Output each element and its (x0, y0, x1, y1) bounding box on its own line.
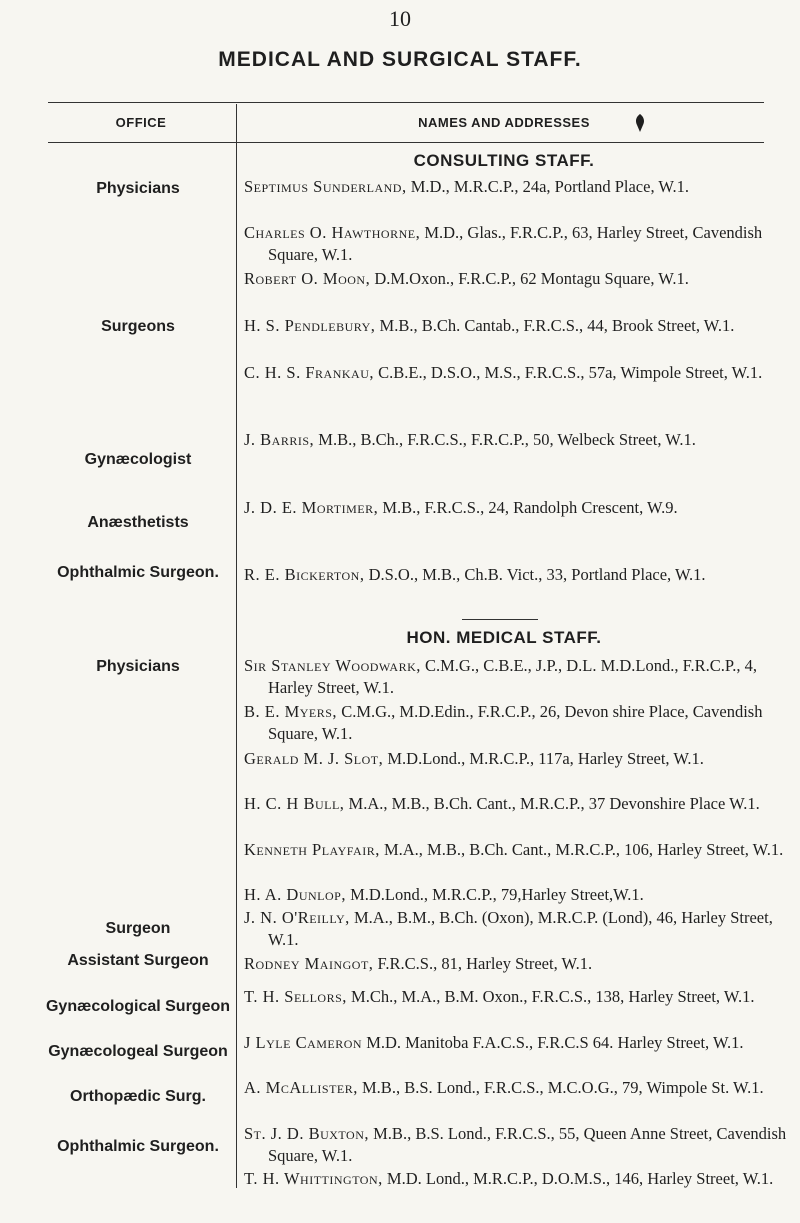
column-divider (236, 104, 237, 1188)
staff-entry (244, 655, 800, 699)
staff-name: T. H. Sellors, (244, 987, 347, 1006)
staff-details: M.A., B.M., B.Ch. (Oxon), M.R.C.P. (Lond), 46, Harley Street, W.1. (268, 908, 773, 949)
staff-details: F.R.C.S., 81, Harley Street, W.1. (373, 954, 593, 973)
staff-name: B. E. Myers, (244, 702, 338, 721)
staff-entry (244, 362, 800, 384)
staff-details: M.D., M.R.C.P., 24a, Portland Place, W.1. (406, 177, 689, 196)
staff-name: H. S. Pendlebury, (244, 316, 376, 335)
staff-name: J. D. E. Mortimer, (244, 498, 379, 517)
consulting-staff-heading: CONSULTING STAFF. (413, 151, 595, 170)
staff-details: M.A., M.B., B.Ch. Cant., M.R.C.P., 106, Harley Street, W.1. (379, 840, 784, 859)
office-label: Physicians (96, 658, 180, 675)
staff-entry (244, 884, 800, 906)
staff-name: H. C. H Bull, (244, 794, 345, 813)
staff-entry (244, 176, 800, 198)
staff-entry (244, 1077, 800, 1099)
staff-name: St. J. D. Buxton, (244, 1124, 370, 1143)
staff-details: M.D.Lond., M.R.C.P., 79,Harley Street,W.1. (345, 885, 644, 904)
hon-medical-staff-heading: HON. MEDICAL STAFF. (406, 628, 602, 647)
staff-entry (244, 315, 800, 337)
staff-name: R. E. Bickerton, (244, 565, 365, 584)
office-label: Gynæcological Surgeon (45, 998, 231, 1015)
staff-name: Kenneth Playfair, (244, 840, 380, 859)
staff-entry (244, 1123, 800, 1167)
staff-details: D.M.Oxon., F.R.C.P., 62 Montagu Square, W.1. (370, 269, 689, 288)
staff-details: M.B., B.Ch. Cantab., F.R.C.S., 44, Brook Street, W.1. (375, 316, 735, 335)
staff-entry (244, 429, 800, 451)
page-number: 10 (389, 6, 411, 31)
staff-details: M.B., B.Ch., F.R.C.S., F.R.C.P., 50, Welbeck Street, W.1. (314, 430, 696, 449)
staff-entry (244, 1168, 800, 1190)
office-label: Assistant Surgeon (67, 952, 209, 969)
staff-details: M.Ch., M.A., B.M. Oxon., F.R.C.S., 138, Harley Street, W.1. (346, 987, 755, 1006)
staff-entry (244, 793, 800, 815)
staff-entry (244, 953, 800, 975)
pointer-icon (633, 113, 647, 133)
staff-entry (244, 907, 800, 951)
staff-entry (244, 701, 800, 745)
staff-details: M.D. Manitoba F.A.C.S., F.R.C.S 64. Harley Street, W.1. (362, 1033, 744, 1052)
staff-name: J. Barris, (244, 430, 315, 449)
staff-details: M.D., Glas., F.R.C.P., 63, Harley Street, Cavendish Square, W.1. (268, 223, 763, 264)
staff-details: C.B.E., D.S.O., M.S., F.R.C.S., 57a, Wimpole Street, W.1. (373, 363, 763, 382)
staff-entry (244, 497, 800, 519)
staff-name: T. H. Whittington, (244, 1169, 383, 1188)
staff-details: M.B., B.S. Lond., F.R.C.S., 55, Queen Anne Street, Cavendish Square, W.1. (268, 1124, 787, 1165)
office-label: Anæsthetists (87, 514, 189, 531)
section-divider (462, 619, 538, 620)
names-column-header: NAMES AND ADDRESSES (418, 115, 590, 130)
staff-name: Robert O. Moon, (244, 269, 371, 288)
staff-name: Septimus Sunderland, (244, 177, 407, 196)
header-rule (48, 142, 764, 143)
staff-name: Rodney Maingot, (244, 954, 374, 973)
staff-details: D.S.O., M.B., Ch.B. Vict., 33, Portland Place, W.1. (364, 565, 706, 584)
staff-name: Charles O. Hawthorne, (244, 223, 421, 242)
office-column-header: OFFICE (115, 115, 167, 130)
office-label: Surgeons (101, 318, 175, 335)
staff-details: C.M.G., C.B.E., J.P., D.L. M.D.Lond., F.R.C.P., 4, Harley Street, W.1. (268, 656, 757, 697)
staff-entry (244, 564, 800, 586)
office-label: Orthopædic Surg. (70, 1088, 206, 1105)
staff-name: J Lyle Cameron (244, 1033, 363, 1052)
staff-name: J. N. O'Reilly, (244, 908, 350, 927)
office-label: Ophthalmic Surgeon. (57, 564, 219, 581)
office-label: Gynæcologist (84, 451, 192, 468)
staff-entry (244, 1032, 800, 1054)
staff-name: A. McAllister, (244, 1078, 358, 1097)
staff-name: C. H. S. Frankau, (244, 363, 374, 382)
staff-name: Gerald M. J. Slot, (244, 749, 384, 768)
staff-details: M.D. Lond., M.R.C.P., D.O.M.S., 146, Harley Street, W.1. (382, 1169, 774, 1188)
office-label: Surgeon (105, 920, 171, 937)
table-top-rule (48, 102, 764, 103)
staff-entry (244, 748, 800, 770)
page-title: MEDICAL AND SURGICAL STAFF. (218, 48, 582, 71)
staff-details: M.D.Lond., M.R.C.P., 117a, Harley Street, W.1. (383, 749, 704, 768)
office-label: Gynæcologeal Surgeon (48, 1043, 228, 1060)
staff-details: M.A., M.B., B.Ch. Cant., M.R.C.P., 37 Devonshire Place W.1. (344, 794, 760, 813)
staff-entry (244, 839, 800, 861)
staff-entry (244, 222, 800, 266)
staff-details: M.B., B.S. Lond., F.R.C.S., M.C.O.G., 79, Wimpole St. W.1. (357, 1078, 764, 1097)
staff-entry (244, 268, 800, 290)
staff-details: M.B., F.R.C.S., 24, Randolph Crescent, W.9. (378, 498, 678, 517)
staff-entry (244, 986, 800, 1008)
office-label: Physicians (96, 180, 180, 197)
staff-name: H. A. Dunlop, (244, 885, 346, 904)
staff-details: C.M.G., M.D.Edin., F.R.C.P., 26, Devon shire Place, Cavendish Square, W.1. (268, 702, 763, 743)
staff-name: Sir Stanley Woodwark, (244, 656, 421, 675)
office-label: Ophthalmic Surgeon. (57, 1138, 219, 1155)
